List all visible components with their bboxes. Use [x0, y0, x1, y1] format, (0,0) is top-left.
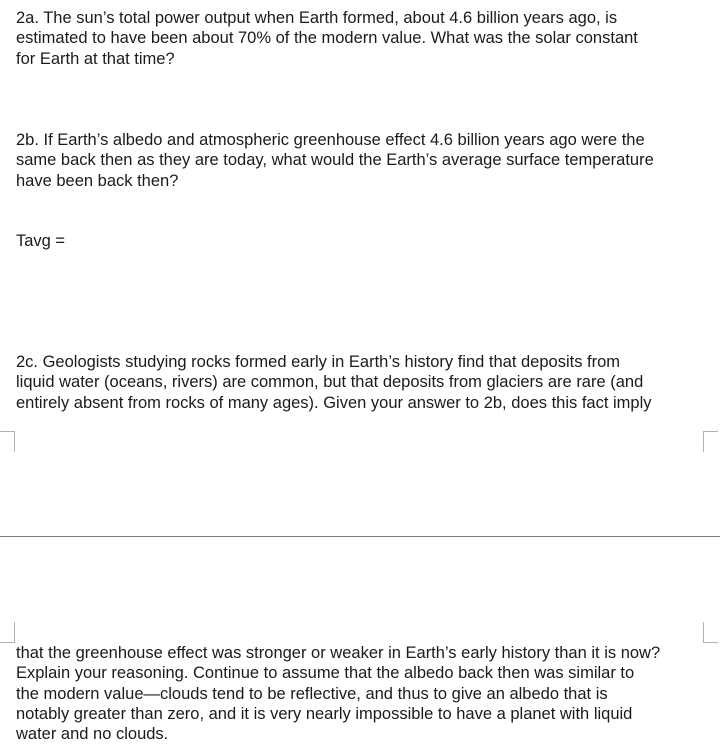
question-2c-line: notably greater than zero, and it is very nearly impossible to have a planet with liquid: [16, 704, 633, 723]
question-2c-line: water and no clouds.: [16, 725, 169, 744]
page-corner-mark: [0, 431, 15, 452]
page-corner-mark: [703, 622, 718, 643]
question-2b-line: have been back then?: [16, 171, 179, 190]
page-corner-mark: [0, 622, 15, 643]
page-break-divider: [0, 536, 720, 537]
question-2a-line: estimated to have been about 70% of the modern value. What was the solar constant: [16, 29, 638, 48]
question-2c-line: entirely absent from rocks of many ages). Given your answer to 2b, does this fact imply: [16, 393, 652, 412]
question-2b-line: 2b. If Earth’s albedo and atmospheric greenhouse effect 4.6 billion years ago were the: [16, 131, 645, 149]
question-2c-continued: [16, 643, 716, 744]
question-2a-line: 2a. The sun’s total power output when Earth formed, about 4.6 billion years ago, is: [16, 9, 618, 27]
question-2c-line: liquid water (oceans, rivers) are common, but that deposits from glaciers are rare (and: [16, 373, 644, 392]
question-2a-line: for Earth at that time?: [16, 49, 175, 68]
question-2b-line: same back then as they are today, what would the Earth’s average surface temperature: [16, 151, 654, 170]
page-corner-mark: [703, 431, 718, 452]
tavg-label: Tavg =: [16, 232, 66, 250]
question-2a: [16, 8, 716, 69]
question-2c-line: that the greenhouse effect was stronger or weaker in Earth’s early history than it is now?: [16, 644, 661, 662]
question-2c: [16, 352, 716, 413]
tavg-answer-label[interactable]: [16, 231, 716, 251]
question-2b: [16, 130, 716, 191]
question-2c-line: 2c. Geologists studying rocks formed early in Earth’s history find that deposits from: [16, 353, 621, 371]
question-2c-line: the modern value—clouds tend to be reflective, and thus to give an albedo that is: [16, 684, 608, 703]
question-2c-line: Explain your reasoning. Continue to assume that the albedo back then was similar to: [16, 664, 635, 683]
